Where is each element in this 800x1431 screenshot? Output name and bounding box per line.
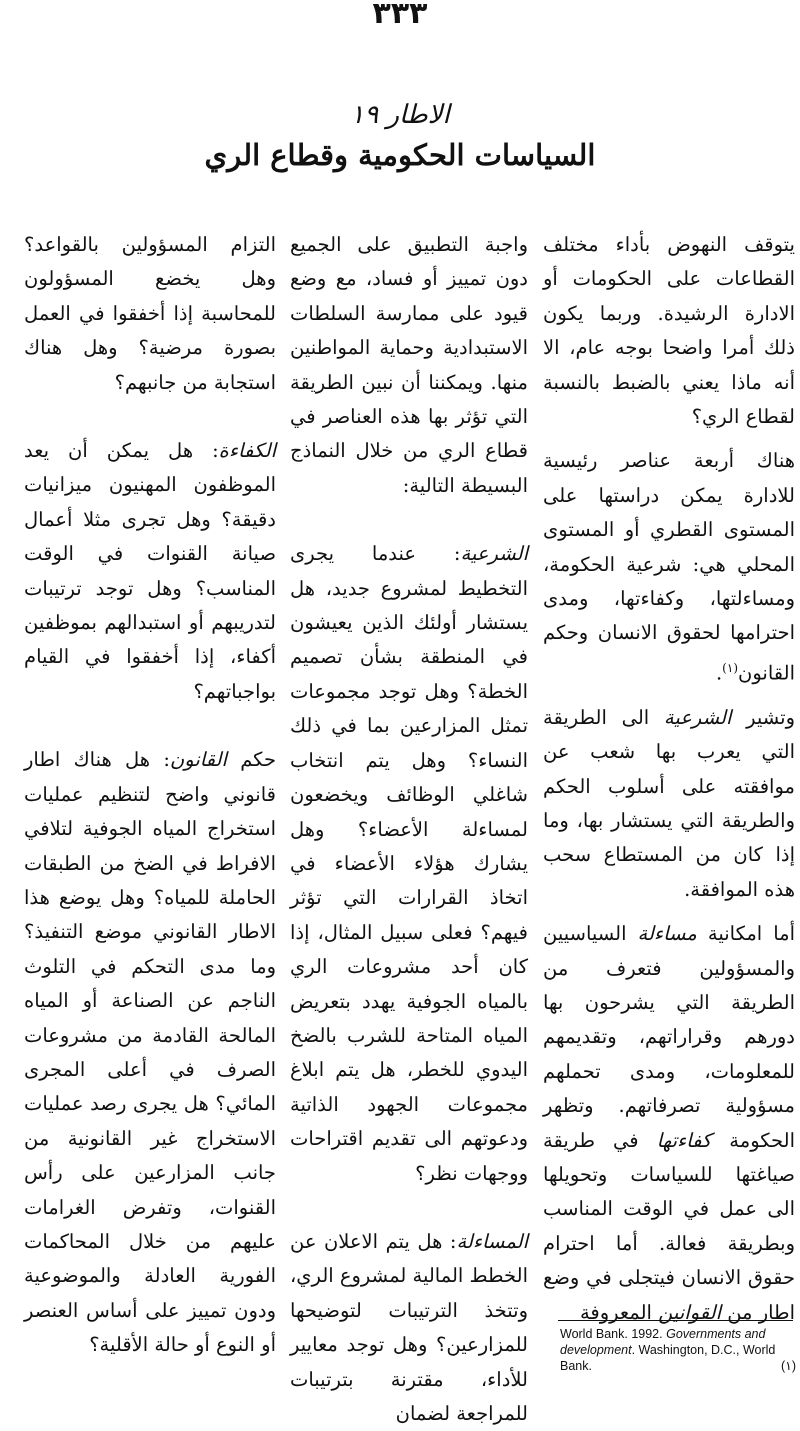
term-legitimacy: الشرعية (460, 542, 528, 566)
paragraph-text: : هل يتم الاعلان عن الخطط المالية لمشروع الري، وتتخذ الترتيبات لتوضيحها للمزارعين؟ وهل توجد معايير للأداء، مقترنة بترتيبات للمراجعة لضمان (290, 1229, 528, 1425)
footnote-citation-b: . Washington, D.C., World Bank. (560, 1343, 776, 1373)
paragraph-text: : هل يمكن أن يعد الموظفون المهنيون ميزانيات دقيقة؟ وهل تجرى مثلا أعمال صيانة القنوات في الوقت المناسب؟ وهل توجد ترتيبات لتدريبهم أو استبدالهم بموظفين أكفاء، إذا أخفقوا في القيام بواجباتهم؟ (24, 439, 276, 703)
paragraph-text: : هل هناك اطار قانوني واضح لتنظيم عمليات استخراج المياه الجوفية لتلافي الافراط في الضخ من الطبقات الحاملة للمياه؟ وهل يوضع هذا الاطار القانوني موضع التنفيذ؟ وما مدى التحكم في التلوث الناجم عن الصناعة أو المياه المالحة القادمة من مشروعات الصرف في أعلى المجرى المائي؟ هل يجرى رصد عمليات الاستخراج غير القانونية من جانب المزارعين على رأس القنوات، وتفرض الغرامات عليهم من خلال المحاكمات الفورية العادلة والموضوعية ودون تمييز على أساس العنصر أو النوع أو حالة الأقلية؟ (24, 748, 276, 1357)
footnote-reference: (١) (722, 660, 738, 675)
paragraph-text: المعروفة (579, 1300, 659, 1324)
paragraph (24, 434, 276, 709)
footnote (560, 1326, 796, 1374)
paragraph (290, 537, 528, 1191)
paragraph-text: في طريقة صياغتها للسياسات وتحويلها الى عمل في الوقت المناسب وبطريقة فعالة. أما احترام حقوق الانسان فيتجلى في وضع اطار من (543, 1128, 795, 1324)
text-column-left (24, 228, 276, 1363)
text-column-middle (290, 228, 528, 1431)
term-accountability: مساءلة (637, 922, 697, 946)
footnote-citation-title: Governments and development (560, 1327, 766, 1357)
paragraph-text: السياسيين والمسؤولين فتعرف من الطريقة التي يشرحون بها دورهم وقراراتهم، وتقديمهم للمعلومات، ومدى تحملهم مسؤولية تصرفاتهم. وتظهر الحكومة (543, 922, 795, 1152)
paragraph-text: أما امكانية (696, 922, 796, 946)
paragraph (543, 701, 795, 907)
term-efficiency: الكفاءة (218, 439, 276, 463)
paragraph-text: : عندما يجرى التخطيط لمشروع جديد، هل يستشار أولئك الذين يعيشون في المنطقة بشأن تصميم الخطة؟ وهل توجد مجموعات تمثل المزارعين بما في ذلك النساء؟ وهل يتم انتخاب شاغلي الوظائف ويخضعون لمساءلة الأعضاء؟ وهل يشارك هؤلاء الأعضاء في اتخاذ القرارات التي تؤثر فيهم؟ فعلى سبيل المثال، إذا كان أحد مشروعات الري بالمياه الجوفية يهدد بتعريض المياه المتاحة للشرب بالضخ اليدوي للخطر، هل يتم ابلاغ مجموعات الجهود الذاتية ودعوتهم الى تقديم اقتراحات ووجهات نظر؟ (290, 542, 528, 1185)
page-number: ٣٣٣ (372, 0, 428, 31)
box-title: السياسات الحكومية وقطاع الري (204, 138, 596, 172)
footnote-marker: (١) (780, 1359, 796, 1373)
paragraph: يتوقف النهوض بأداء مختلف القطاعات على الحكومات أو الادارة الرشيدة. وربما يكون ذلك أمرا واضحا بوجه عام، الا أنه ماذا يعني بالضبط بالنسبة لقطاع الري؟ (543, 233, 795, 429)
paragraph-text: الى الطريقة التي يعرب بها شعب عن موافقته على أسلوب الحكم والطريقة التي يستشار بها، وما إذا كان من المستطاع سحب هذه الموافقة. (543, 705, 795, 901)
term-laws: القوانين (658, 1300, 722, 1324)
paragraph-text: وتشير (731, 705, 795, 729)
paragraph: هناك أربعة عناصر رئيسية للادارة يمكن دراستها على المستوى القطري أو المستوى المحلي هي: شرعية الحكومة، ومساءلتها، وكفاءتها، ومدى احترامها لحقوق الانسان وحكم القانون$^{(١)}$. (543, 449, 795, 685)
paragraph-text: هناك أربعة عناصر رئيسية للادارة يمكن دراستها على المستوى القطري أو المستوى المحلي هي: شرعية الحكومة، ومساءلتها، وكفاءتها، ومدى احترامها لحقوق الانسان وحكم القانون (543, 449, 795, 685)
paragraph: واجبة التطبيق على الجميع دون تمييز أو فساد، مع وضع قيود على ممارسة السلطات الاستبدادية وحماية المواطنين منها. ويمكننا أن نبين الطريقة التي تؤثر بها هذه العناصر في قطاع الري من خلال النماذج البسيطة التالية: (290, 233, 528, 497)
text-column-right (543, 228, 795, 1330)
box-label: الاطار ١٩ (350, 100, 450, 130)
paragraph (290, 1225, 528, 1431)
footnote-divider (558, 1320, 793, 1321)
term-efficiency: كفاءتها (656, 1128, 712, 1152)
paragraph: التزام المسؤولين بالقواعد؟ وهل يخضع المسؤولون للمحاسبة إذا أخفقوا في العمل بصورة مرضية؟ وهل هناك استجابة من جانبهم؟ (24, 233, 276, 394)
term-accountability: المساءلة (456, 1229, 528, 1253)
footnote-citation-a: World Bank. 1992. (560, 1327, 667, 1341)
paragraph (24, 743, 276, 1362)
term-legitimacy: الشرعية (663, 705, 732, 729)
paragraph-text: حكم (226, 748, 276, 772)
term-rule-of-law: القانون (169, 748, 227, 772)
paragraph (543, 917, 795, 1330)
